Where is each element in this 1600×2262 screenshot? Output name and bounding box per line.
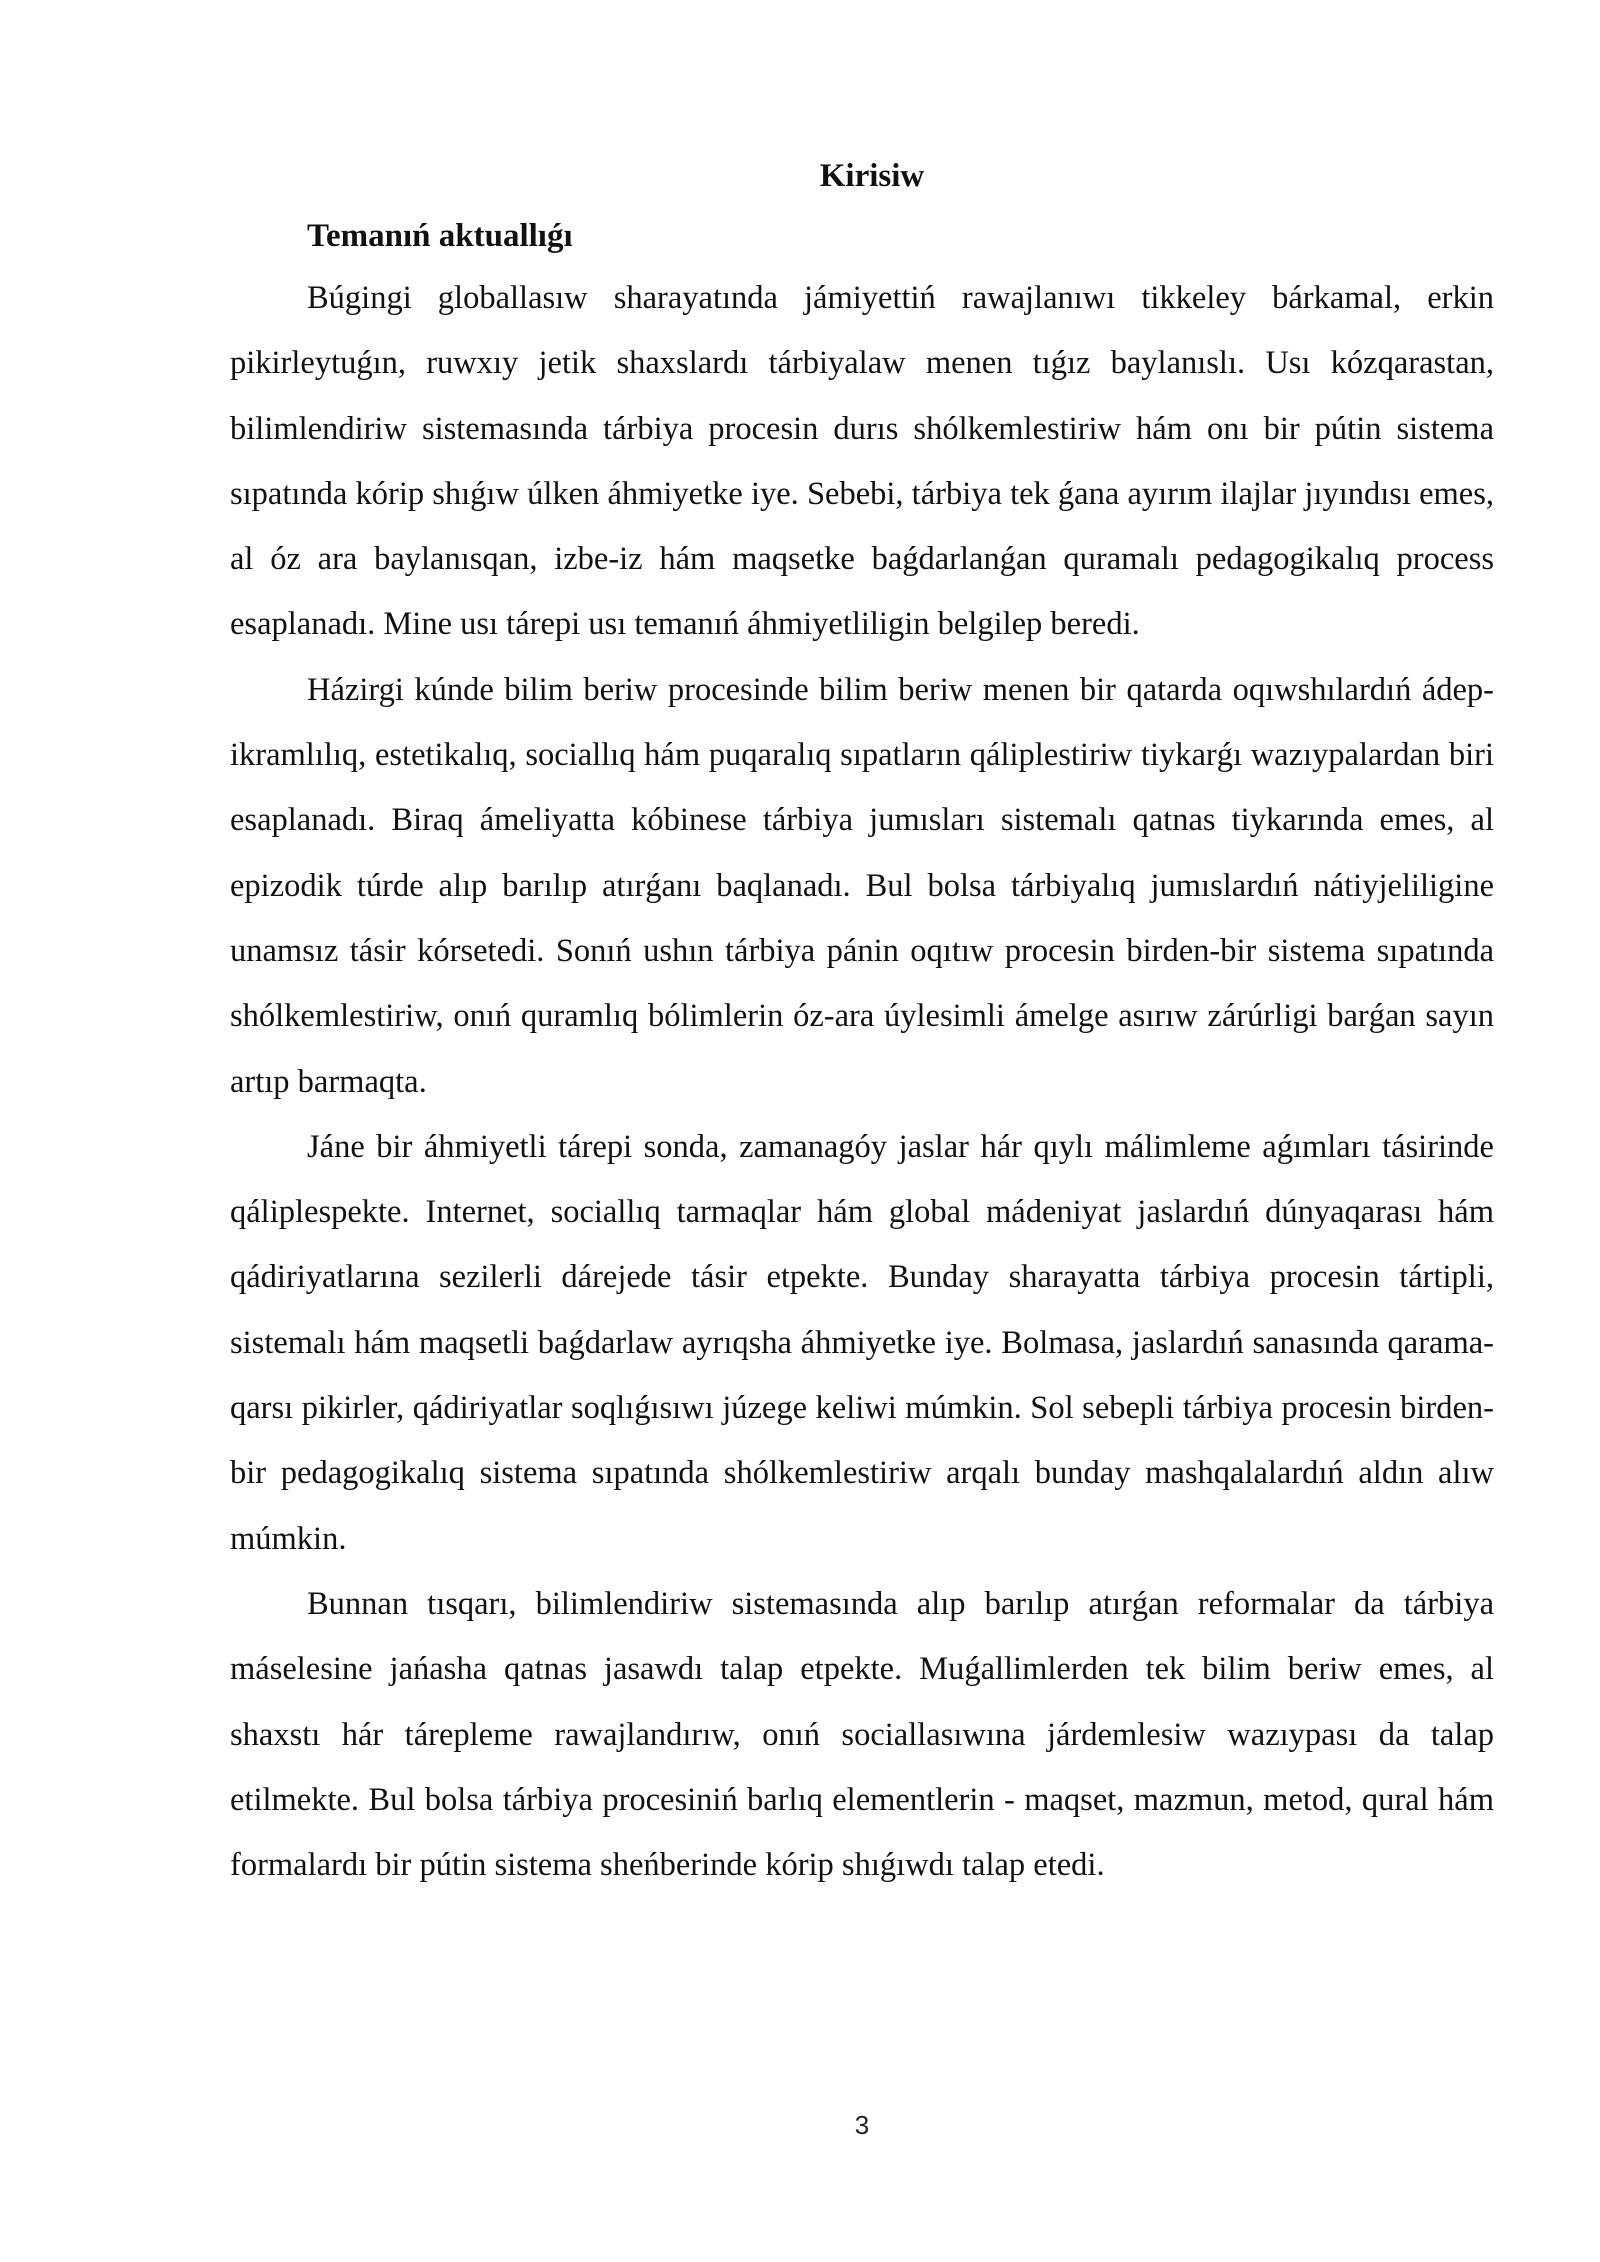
- paragraph-4: Bunnan tısqarı, bilimlendiriw sistemasında alıp barılıp atırǵan reformalar da tárbiya máselesine jańasha qatnas jasawdı talap etpekte. Muǵallimlerden tek bilim beriw emes, al shaxstı hár tárepleme rawajlandırıw, onıń sociallasıwına járdemlesiw wazıypası da talap etilmekte. Bul bolsa tárbiya procesiniń barlıq elementlerin - maqset, mazmun, metod, qural hám formalardı bir pútin sistema sheńberinde kórip shıǵıwdı talap etedi.: [230, 1585, 1494, 1884]
- page-content: [230, 146, 1494, 1898]
- page-title: Kirisiw: [819, 158, 925, 194]
- page-number: 3: [854, 2110, 870, 2140]
- paragraph-3: Jáne bir áhmiyetli tárepi sonda, zamanagóy jaslar hár qıylı málimleme aǵımları tásirinde qáliplespekte. Internet, sociallıq tarmaqlar hám global mádeniyat jaslardıń dúnyaqarası hám qádiriyatlarına sezilerli dárejede tásir etpekte. Bunday sharayatta tárbiya procesin tártipli, sistemalı hám maqsetli baǵdarlaw ayrıqsha áhmiyetke iye. Bolmasa, jaslardıń sanasında qarama-qarsı pikirler, qádiriyatlar soqlıǵısıwı júzege keliwi múmkin. Sol sebepli tárbiya procesin birden-bir pedagogikalıq sistema sıpatında shólkemlestiriw arqalı bunday mashqalalardıń aldın alıw múmkin.: [230, 1128, 1494, 1557]
- paragraph-2: Házirgi kúnde bilim beriw procesinde bilim beriw menen bir qatarda oqıwshılardıń ádep-ikramlılıq, estetikalıq, sociallıq hám puqaralıq sıpatların qáliplestiriw tiykarǵı wazıypalardan biri esaplanadı. Biraq ámeliyatta kóbinese tárbiya jumısları sistemalı qatnas tiykarında emes, al epizodik túrde alıp barılıp atırǵanı baqlanadı. Bul bolsa tárbiyalıq jumıslardıń nátiyjeliligine unamsız tásir kórsetedi. Sonıń ushın tárbiya pánin oqıtıw procesin birden-bir sistema sıpatında shólkemlestiriw, onıń quramlıq bólimlerin óz-ara úylesimli ámelge asırıw zárúrligi barǵan sayın artıp barmaqta.: [230, 671, 1494, 1100]
- section-heading: Temanıń aktuallıǵı: [307, 218, 573, 254]
- paragraph-1: Búgingi globallasıw sharayatında jámiyettiń rawajlanıwı tikkeley bárkamal, erkin pikirleytuǵın, ruwxıy jetik shaxslardı tárbiyalaw menen tıǵız baylanıslı. Usı kózqarastan, bilimlendiriw sistemasında tárbiya procesin durıs shólkemlestiriw hám onı bir pútin sistema sıpatında kórip shıǵıw úlken áhmiyetke iye. Sebebi, tárbiya tek ǵana ayırım ilajlar jıyındısı emes, al óz ara baylanısqan, izbe-iz hám maqsetke baǵdarlanǵan quramalı pedagogikalıq process esaplanadı. Mine usı tárepi usı temanıń áhmiyetliligin belgilep beredi.: [230, 280, 1494, 643]
